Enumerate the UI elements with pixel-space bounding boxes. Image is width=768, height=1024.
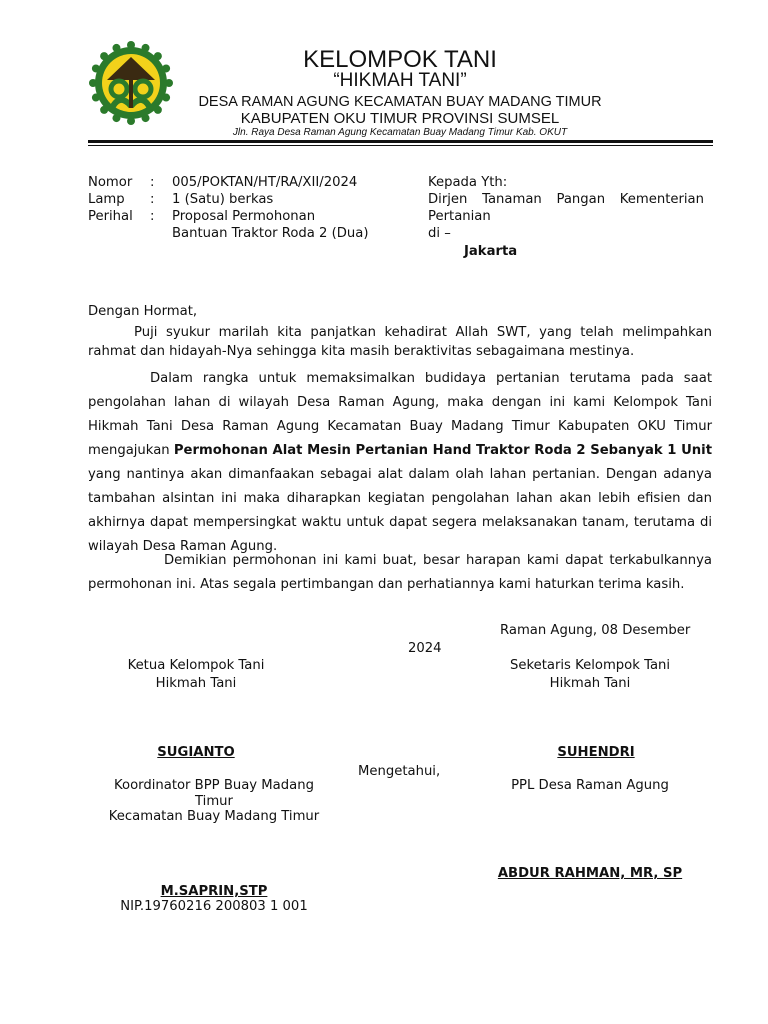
ppl-title: PPL Desa Raman Agung [511,778,669,793]
right-signer-name-text: SUHENDRI [557,745,635,760]
recipient-line-4: di – [428,226,451,241]
bpp-title-2: Timur [195,794,233,809]
ppl-name-text: ABDUR RAHMAN, MR, SP [497,866,683,881]
address-line: Jln. Raya Desa Raman Agung Kecamatan Buay Madang Timur Kab. OKUT [232,127,568,138]
bpp-title-3: Kecamatan Buay Madang Timur [108,809,320,824]
paragraph-2-highlight: Permohonan Alat Mesin Pertanian Hand Traktor Roda 2 Sebanyak 1 Unit [173,443,712,458]
right-signer-title-2: Hikmah Tani [549,676,631,691]
nomor-value: 005/POKTAN/HT/RA/XII/2024 [172,175,358,190]
paragraph-2-text-a: Dalam rangka untuk memaksimalkan budidaya pertanian terutama pada saat pengolahan lahan di wilayah Desa Raman Agung, maka dengan ini kami Kelompok Tani Hikmah Tani Desa Raman Agung Kecamatan Buay Madang Timur Kabupaten OKU Timur mengajukan [88,371,712,458]
right-signer-title-1: Seketaris Kelompok Tani [509,658,671,673]
left-signer-name-text: SUGIANTO [157,745,235,760]
paragraph-1: Puji syukur marilah kita panjatkan kehadirat Allah SWT, yang telah melimpahkan rahmat dan hidayah-Nya sehingga kita masih beraktivitas sebagaimana mestinya. [88,325,712,359]
recipient-line-3: Pertanian [428,209,491,224]
village-line: DESA RAMAN AGUNG KECAMATAN BUAY MADANG TIMUR [198,94,602,110]
header-rule-thick [88,140,713,143]
perihal-label: Perihal [88,209,133,224]
left-signer-title-1: Ketua Kelompok Tani [127,658,265,673]
nomor-label: Nomor [88,175,133,190]
lamp-label: Lamp [88,192,125,207]
bpp-title-1: Koordinator BPP Buay Madang [114,778,314,793]
lamp-value: 1 (Satu) berkas [172,192,274,207]
left-signer-title-2: Hikmah Tani [155,676,237,691]
perihal-colon: : [150,209,155,224]
org-name: KELOMPOK TANI [303,46,497,73]
lamp-colon: : [150,192,155,207]
perihal-value-2: Bantuan Traktor Roda 2 (Dua) [172,226,369,241]
paragraph-3: Demikian permohonan ini kami buat, besar harapan kami dapat terkabulkannya permohonan ini. Atas segala pertimbangan dan perhatiannya kami haturkan terima kasih. [88,553,712,592]
ppl-name [480,865,700,882]
kelompok-tani-logo [86,40,176,126]
recipient-line-1: Kepada Yth: [428,175,508,190]
header-rule-thin [88,145,713,146]
recipient-city: Jakarta [464,244,518,259]
right-signer-name [490,744,702,761]
paragraph-2 [88,367,712,559]
group-name: “HIKMAH TANI” [333,70,467,91]
nomor-colon: : [150,175,155,190]
left-signer-name [96,744,296,761]
bpp-name-text: M.SAPRIN,STP [160,884,268,899]
region-line: KABUPATEN OKU TIMUR PROVINSI SUMSEL [240,110,560,127]
place-date: Raman Agung, 08 Desember [500,623,691,638]
greeting: Dengan Hormat, [88,304,198,319]
paragraph-2-text-b: yang nantinya akan dimanfaakan sebagai alat dalam olah lahan pertanian. Dengan adanya tambahan alsintan ini maka diharapkan kegiatan pengolahan lahan akan lebih efisien dan akhirnya dapat mempersingkat waktu untuk dapat segera melaksanakan tanam, terutama di wilayah Desa Raman Agung. [88,467,712,554]
recipient-line-2: Dirjen Tanaman Pangan Kementerian [428,192,704,207]
bpp-nip: NIP.19760216 200803 1 001 [120,899,308,914]
perihal-value-1: Proposal Permohonan [172,209,316,224]
date-year: 2024 [408,641,442,656]
acknowledge-label: Mengetahui, [358,764,441,779]
